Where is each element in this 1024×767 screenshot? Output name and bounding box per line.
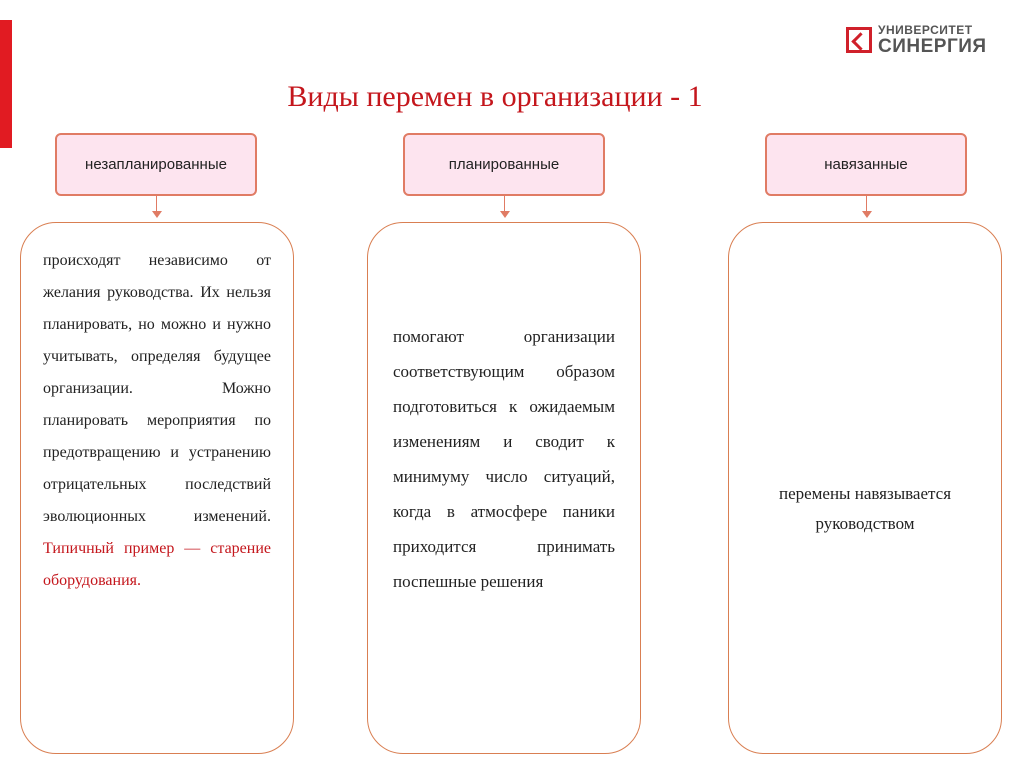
description-unplanned	[20, 222, 294, 754]
arrow-down-icon	[504, 196, 505, 214]
description-imposed	[728, 222, 1002, 754]
description-text: перемены навязывается руководством	[778, 484, 952, 533]
logo-line-1: УНИВЕРСИТЕТ	[878, 23, 973, 37]
category-label: планированные	[448, 156, 560, 173]
category-label: незапланированные	[85, 156, 227, 173]
logo-text	[878, 24, 987, 56]
typical-example: Типичный пример — старение оборудования.	[43, 540, 271, 589]
slide-title: Виды перемен в организации - 1	[287, 80, 703, 113]
category-unplanned	[55, 133, 257, 196]
description-text	[43, 245, 271, 597]
category-planned	[403, 133, 605, 196]
description-text: помогают организации соответствующим образом подготовиться к ожидаемым изменениям и сводит к минимуму число ситуаций, когда в атмосфере паники приходится принимать поспешные решения	[393, 327, 615, 591]
arrow-down-icon	[156, 196, 157, 214]
synergy-logo-icon	[846, 27, 872, 53]
description-body: происходят независимо от желания руководства. Их нельзя планировать, но можно и нужно учитывать, определяя будущее организации. Можно планировать мероприятия по предотвращению и устранению отрицательных последствий эволюционных изменений.	[43, 252, 271, 525]
category-imposed	[765, 133, 967, 196]
arrow-down-icon	[866, 196, 867, 214]
university-logo	[846, 24, 987, 56]
description-planned	[367, 222, 641, 754]
category-label: навязанные	[824, 156, 908, 173]
logo-line-2: СИНЕРГИЯ	[878, 36, 987, 57]
